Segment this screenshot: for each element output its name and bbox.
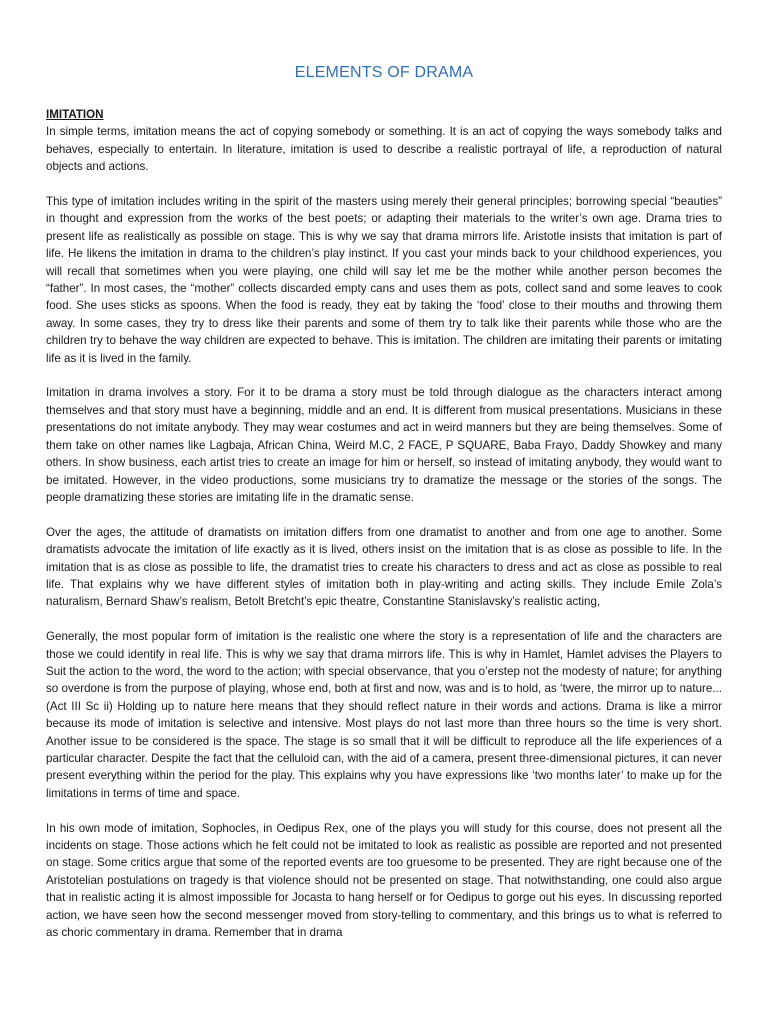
paragraph: In simple terms, imitation means the act of copying somebody or something. It is an act of copying the ways somebody talks and behaves, especially to entertain. In literature, imitation is used to describe a realistic portrayal of life, a reproduction of natural objects and actions. <box>46 125 722 174</box>
paragraph: Imitation in drama involves a story. For it to be drama a story must be told through dialogue as the characters interact among themselves and that story must have a beginning, middle and an end. It is different from musical presentations. Musicians in these presentations do not imitate anybody. They may wear costumes and act in weird manners but they are being themselves. Some of them take on other names like Lagbaja, African China, Weird M.C, 2 FACE, P SQUARE, Baba Frayo, Daddy Showkey and many others. In show business, each artist tries to create an image for him or herself, so instead of imitating anybody, they would want to be imitated. However, in the video productions, some musicians try to dramatize the message or the stories of the songs. The people dramatizing these stories are imitating life in the dramatic sense. <box>46 386 722 504</box>
paragraph: Over the ages, the attitude of dramatists on imitation differs from one dramatist to another and from one age to another. Some dramatists advocate the imitation of life exactly as it is lived, others insist on the imitation that is as close as possible to life. In the imitation that is as close as possible to life, the dramatist tries to create his characters to dress and act as close as possible to real life. That explains why we have different styles of imitation both in play-writing and acting skills. They include Emile Zola’s naturalism, Bernard Shaw’s realism, Betolt Bretcht’s epic theatre, Constantine Stanislavsky’s realistic acting, <box>46 525 722 609</box>
paragraph: In his own mode of imitation, Sophocles, in Oedipus Rex, one of the plays you will study for this course, does not present all the incidents on stage. Those actions which he felt could not be imitated to look as realistic as possible are reported and not presented on stage. Some critics argue that some of the reported events are too gruesome to be presented. They are right because one of the Aristotelian postulations on tragedy is that violence should not be presented on stage. That notwithstanding, one could also argue that in realistic acting it is almost impossible for Jocasta to hang herself or for Oedipus to gorge out his eyes. In discussing reported action, we have seen how the second messenger moved from story-telling to commentary, and this brings us to what is referred to as choric commentary in drama. Remember that in drama <box>46 821 722 940</box>
paragraph: This type of imitation includes writing in the spirit of the masters using merely their general principles; borrowing special “beauties” in thought and expression from the works of the best poets; or adapting their materials to the writer’s own age. Drama tries to present life as realistically as possible on stage. This is why we say that drama mirrors life. Aristotle insists that imitation is part of life. He likens the imitation in drama to the children’s play instinct. If you cast your minds back to your childhood experiences, you will recall that sometimes when you were playing, one child will say let me be the mother while another person becomes the “father”. In most cases, the “mother” collects discarded empty cans and uses them as pots, collect sand and some leaves to cook food. She uses sticks as spoons. When the food is ready, they eat by taking the ‘food’ close to their mouths and throwing them away. In some cases, they try to dress like their parents and some of them try to talk like their parents while those who are the children try to behave the way children are expected to behave. This is imitation. The children are imitating their parents or imitating life as it is lived in the family. <box>46 195 722 365</box>
section-heading: IMITATION <box>46 108 104 121</box>
document-title: ELEMENTS OF DRAMA <box>294 64 474 81</box>
document-body <box>46 106 722 959</box>
paragraph: Generally, the most popular form of imitation is the realistic one where the story is a representation of life and the characters are those we could identify in real life. This is why we say that drama mirrors life. This is why in Hamlet, Hamlet advises the Players to Suit the action to the word, the word to the action; with special observance, that you o’erstep not the modesty of nature; for anything so overdone is from the purpose of playing, whose end, both at first and now, was and is to hold, as ‘twere, the mirror up to nature...(Act III Sc ii) Holding up to nature here means that they should reflect nature in their words and actions. Drama is like a mirror because its mode of imitation is selective and intensive. Most plays do not last more than three hours so the time is very short. Another issue to be considered is the space. The stage is so small that it will be difficult to reproduce all the life experiences of a particular character. Despite the fact that the celluloid can, with the aid of a camera, present three-dimensional pictures, it can never present everything within the period for the play. This explains why you have expressions like ‘two months later’ to make up for the limitations in terms of time and space. <box>46 630 722 800</box>
